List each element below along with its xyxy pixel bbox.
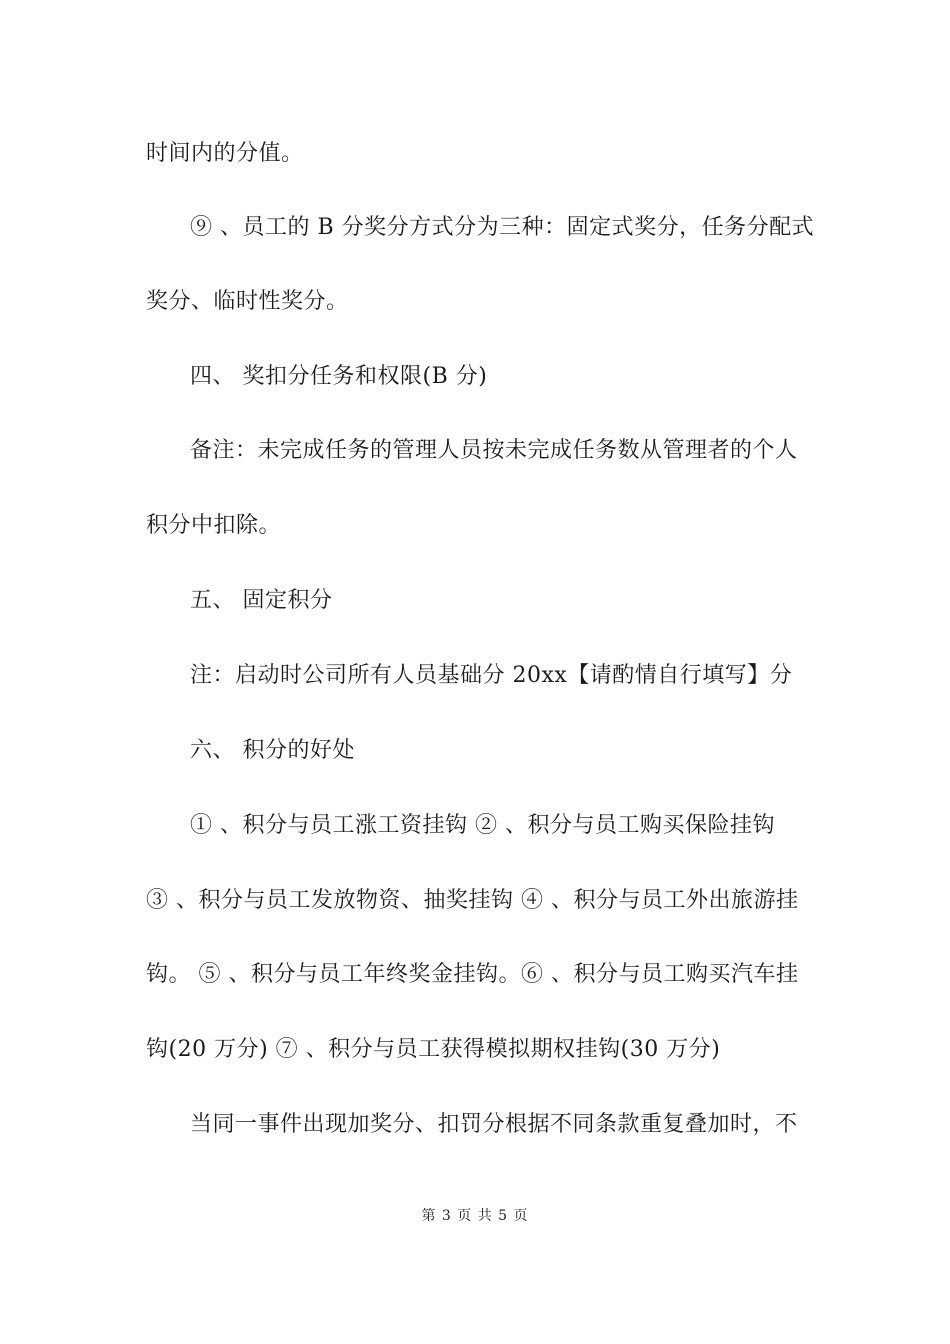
paragraph-line: 备注：未完成任务的管理人员按未完成任务数从管理者的个人 [190, 438, 798, 463]
paragraph-line: 奖分、临时性奖分。 [146, 289, 349, 314]
page-number-footer: 第 3 页 共 5 页 [421, 1208, 529, 1224]
paragraph-line: 时间内的分值。 [146, 141, 304, 166]
section-heading: 六、 积分的好处 [190, 738, 355, 763]
paragraph-line: ① 、积分与员工涨工资挂钩 ② 、积分与员工购买保险挂钩 [190, 813, 775, 838]
paragraph-line: 注：启动时公司所有人员基础分 20xx【请酌情自行填写】分 [190, 663, 793, 688]
section-heading: 四、 奖扣分任务和权限(B 分) [190, 364, 488, 389]
paragraph-line: 钩(20 万分) ⑦ 、积分与员工获得模拟期权挂钩(30 万分) [146, 1037, 721, 1062]
paragraph-line: ⑨ 、员工的 B 分奖分方式分为三种：固定式奖分，任务分配式 [190, 215, 815, 240]
paragraph-line: 积分中扣除。 [146, 513, 282, 538]
paragraph-line: 当同一事件出现加奖分、扣罚分根据不同条款重复叠加时，不 [190, 1112, 798, 1137]
section-heading: 五、 固定积分 [190, 588, 333, 613]
paragraph-line: 钩。 ⑤ 、积分与员工年终奖金挂钩。⑥ 、积分与员工购买汽车挂 [146, 962, 799, 987]
paragraph-line: ③ 、积分与员工发放物资、抽奖挂钩 ④ 、积分与员工外出旅游挂 [146, 888, 799, 913]
